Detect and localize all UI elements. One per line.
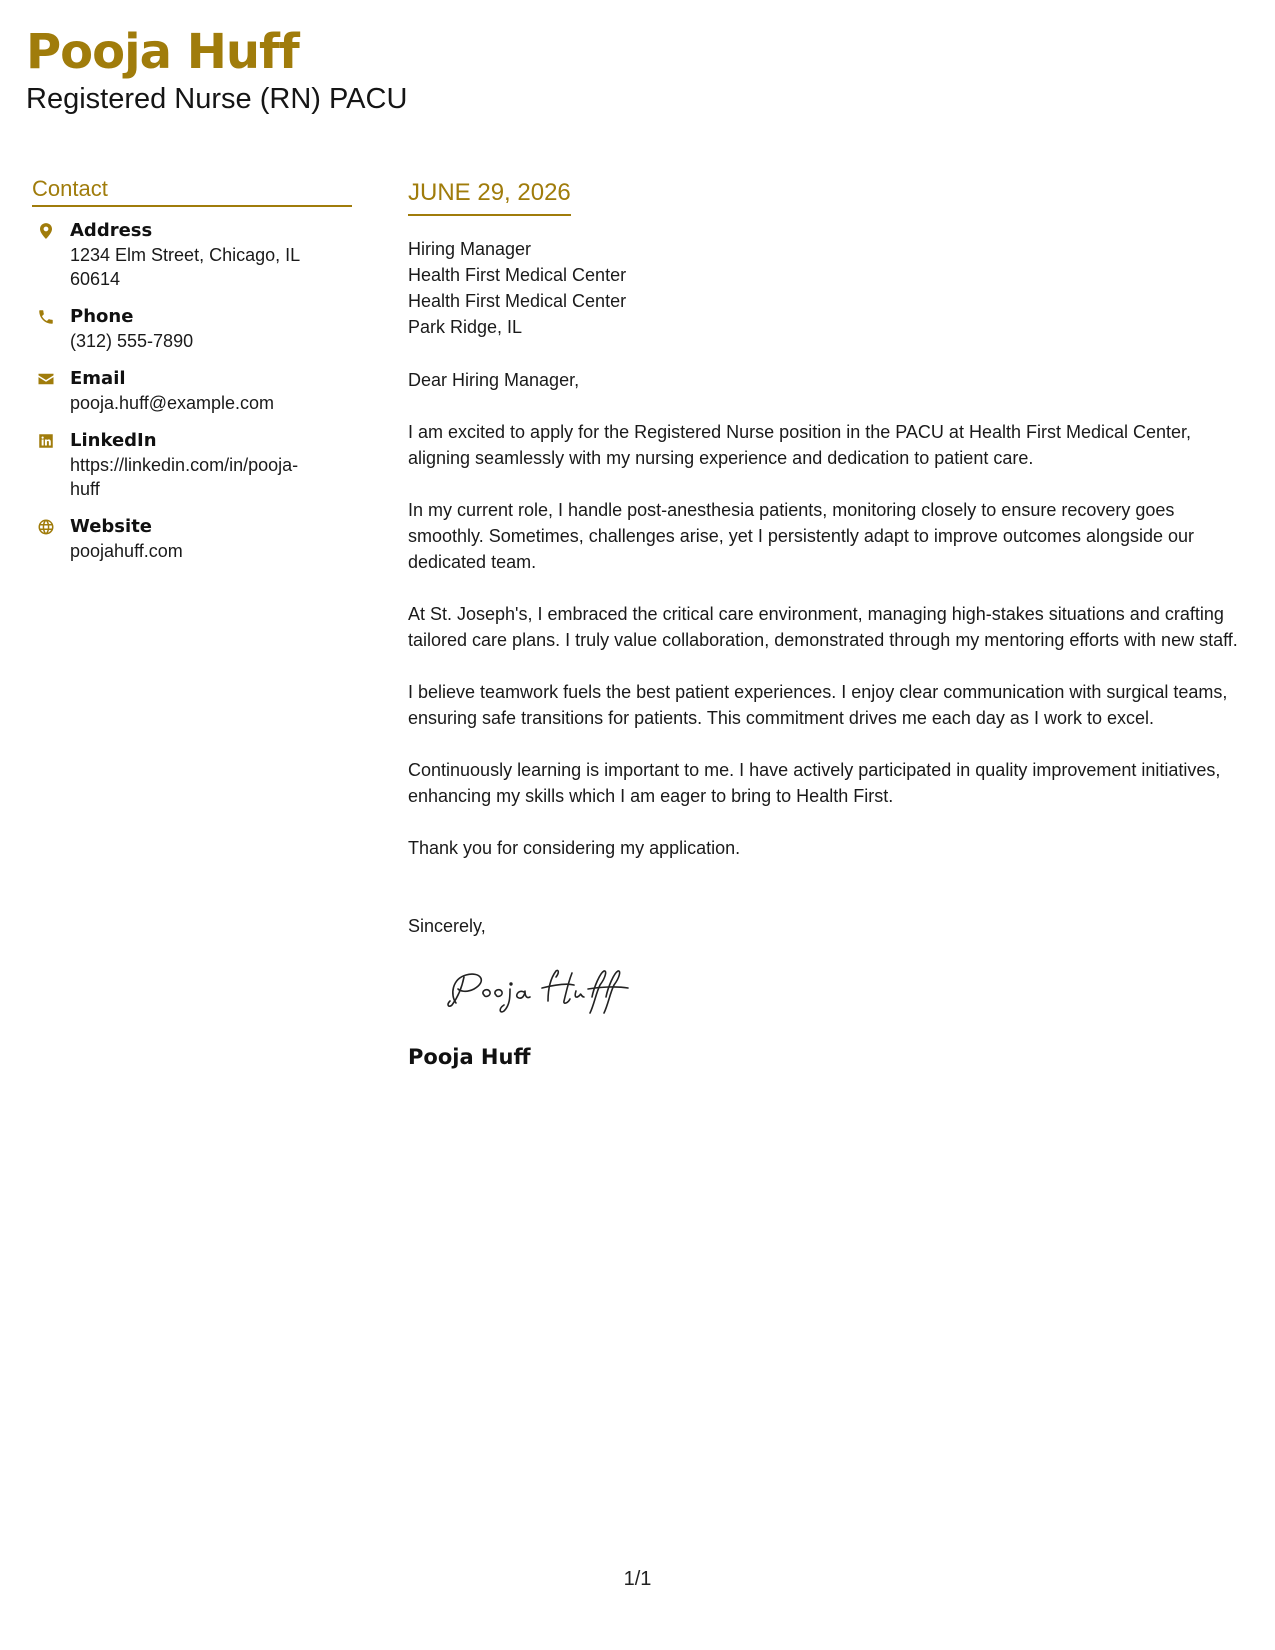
recipient-block xyxy=(408,236,1238,340)
linkedin-value[interactable]: https://linkedin.com/in/pooja-huff xyxy=(70,455,299,499)
recipient-line: Health First Medical Center xyxy=(408,291,627,311)
map-marker-icon xyxy=(35,220,57,242)
applicant-name: Pooja Huff xyxy=(26,24,299,80)
letter-paragraph: At St. Joseph's, I embraced the critical care environment, managing high-stakes situations and crafting tailored care plans. I truly value collaboration, demonstrated through my mentoring efforts with new staff. xyxy=(408,604,1238,650)
letter-paragraph: I believe teamwork fuels the best patient experiences. I enjoy clear communication with surgical teams, ensuring safe transitions for patients. This commitment drives me each day as I work to excel. xyxy=(408,682,1228,728)
recipient-line: Health First Medical Center xyxy=(408,265,627,285)
linkedin-icon xyxy=(35,430,57,452)
globe-icon xyxy=(35,516,57,538)
contact-label: Website xyxy=(70,516,153,537)
letter-date: JUNE 29, 2026 xyxy=(408,178,571,216)
contact-item-website xyxy=(32,515,352,563)
website-value[interactable]: poojahuff.com xyxy=(70,541,183,561)
contact-label: Email xyxy=(70,368,126,389)
greeting: Dear Hiring Manager, xyxy=(408,370,580,390)
signer-name: Pooja Huff xyxy=(408,1045,531,1069)
contact-item-address xyxy=(32,219,352,291)
contact-item-linkedin xyxy=(32,429,352,501)
job-title: Registered Nurse (RN) PACU xyxy=(26,83,408,115)
contact-list xyxy=(32,219,352,563)
email-value[interactable]: pooja.huff@example.com xyxy=(70,393,275,413)
contact-label: Phone xyxy=(70,306,134,327)
contact-sidebar xyxy=(32,176,352,577)
contact-item-phone xyxy=(32,305,352,353)
phone-value[interactable]: (312) 555-7890 xyxy=(70,331,194,351)
letter-paragraph: I am excited to apply for the Registered Nurse position in the PACU at Health First Medical Center, aligning seamlessly with my nursing experience and dedication to patient care. xyxy=(408,422,1192,468)
recipient-line: Park Ridge, IL xyxy=(408,317,523,337)
closing: Sincerely, xyxy=(408,916,486,936)
contact-item-email xyxy=(32,367,352,415)
page-number: 1/1 xyxy=(623,1568,652,1590)
cover-letter-body xyxy=(408,178,1238,1070)
contact-heading: Contact xyxy=(32,176,352,207)
letter-paragraph: Continuously learning is important to me. I have actively participated in quality improvement initiatives, enhancing my skills which I am eager to bring to Health First. xyxy=(408,760,1221,806)
letter-paragraph: In my current role, I handle post-anesthesia patients, monitoring closely to ensure recovery goes smoothly. Sometimes, challenges arise, yet I persistently adapt to improve outcomes alongside our dedicated team. xyxy=(408,500,1195,572)
handwritten-signature xyxy=(444,961,644,1021)
contact-label: Address xyxy=(70,220,153,241)
recipient-line: Hiring Manager xyxy=(408,239,532,259)
letter-paragraph: Thank you for considering my application. xyxy=(408,838,741,858)
phone-icon xyxy=(35,306,57,328)
resume-header xyxy=(26,22,407,116)
contact-label: LinkedIn xyxy=(70,430,157,451)
address-value: 1234 Elm Street, Chicago, IL 60614 xyxy=(70,245,300,289)
envelope-icon xyxy=(35,368,57,390)
